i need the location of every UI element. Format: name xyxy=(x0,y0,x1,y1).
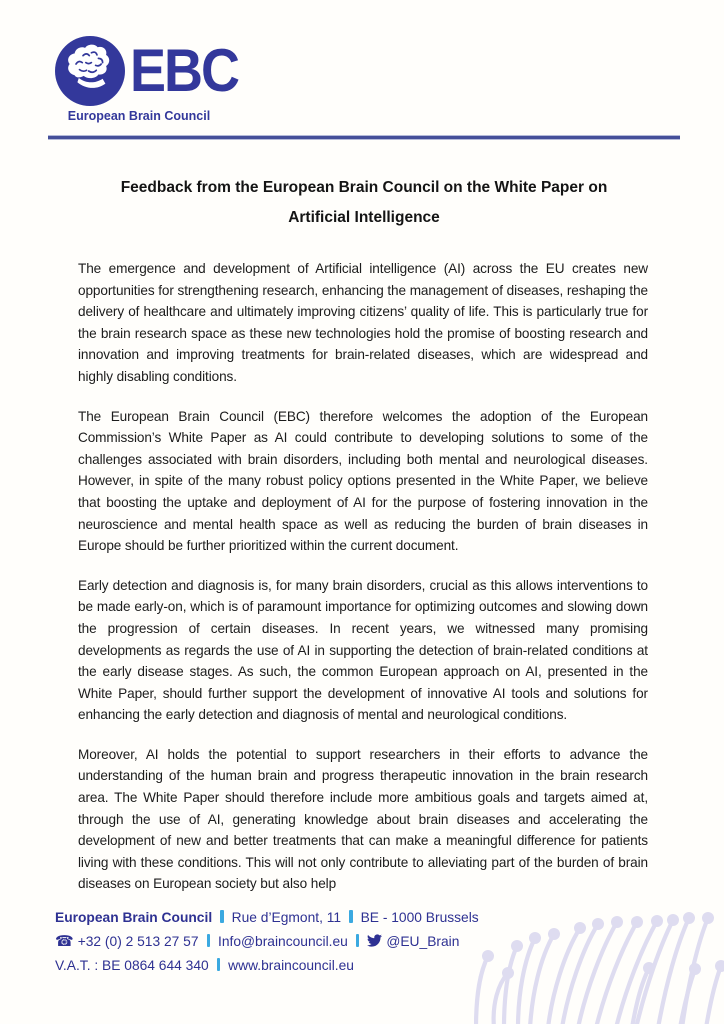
neuron-decoration-icon xyxy=(474,854,724,1024)
separator-bar xyxy=(207,934,211,947)
paragraph: Early detection and diagnosis is, for many brain disorders, crucial as this allows interventions to be made early-on, which is of paramount importance for optimizing outcomes and slowing down the progression of certain diseases. In recent years, we witnessed many promising developments as regards the use of AI in supporting the detection of brain-related conditions at the early disease stages. As such, the common European approach on AI, presented in the White Paper, should further support the development of innovative AI tools and solutions for enhancing the early detection and diagnosis of mental and neurological conditions. xyxy=(78,577,648,723)
footer-phone: +32 (0) 2 513 27 57 xyxy=(77,934,199,949)
phone-icon: ☎ xyxy=(55,933,74,950)
separator-bar xyxy=(220,910,224,923)
footer-city: BE - 1000 Brussels xyxy=(360,910,479,925)
header-divider xyxy=(48,136,680,139)
footer-street: Rue d’Egmont, 11 xyxy=(231,910,342,925)
page-title-line1: Feedback from the European Brain Council on the White Paper on xyxy=(120,179,608,196)
logo-org-name: European Brain Council xyxy=(67,109,211,123)
separator-bar xyxy=(217,958,221,971)
twitter-icon xyxy=(367,933,382,948)
document-footer xyxy=(55,906,479,978)
separator-bar xyxy=(356,934,360,947)
paragraph: The emergence and development of Artificial intelligence (AI) across the EU creates new opportunities for strengthening research, enhancing the management of diseases, reshaping the delivery of healthcare and ultimately improving citizens’ quality of life. This is particularly true for the brain research space as these new technologies hold the promise of boosting research and innovation and improving treatments for brain-related diseases, which are widespread and highly disabling conditions. xyxy=(78,261,648,384)
page-title xyxy=(48,173,680,233)
footer-twitter-handle: @EU_Brain xyxy=(386,934,460,949)
paragraph: The European Brain Council (EBC) therefore welcomes the adoption of the European Commission’s White Paper as AI could contribute to developing solutions to some of the challenges associated with brain disorders, including both mental and neurological diseases. However, in spite of the many robust policy options presented in the White Paper, we believe that boosting the uptake and deployment of AI for the purpose of fostering innovation in the neuroscience and mental health space as well as reducing the burden of brain diseases in Europe should be further prioritized within the current document. xyxy=(78,408,648,554)
footer-email: Info@braincouncil.eu xyxy=(218,934,348,949)
footer-org-name: European Brain Council xyxy=(55,910,213,925)
brain-logo-icon xyxy=(55,36,125,106)
paragraph: Moreover, AI holds the potential to support researchers in their efforts to advance the understanding of the human brain and progress therapeutic innovation in the brain research area. The White Paper should therefore include more ambitious goals and targets aimed at, through the use of AI, generating knowledge about brain diseases and accelerating the development of new and better treatments that can make a meaningful difference for patients living with these conditions. This will not only contribute to alleviating part of the burden of brain diseases on European society but also help xyxy=(78,746,648,892)
footer-line-vat xyxy=(55,954,479,978)
footer-line-address xyxy=(55,906,479,930)
footer-line-contact xyxy=(55,930,479,954)
footer-vat: V.A.T. : BE 0864 644 340 xyxy=(55,958,209,973)
header-logo xyxy=(55,36,239,123)
document-body xyxy=(78,258,648,913)
separator-bar xyxy=(349,910,353,923)
logo-acronym: EBC xyxy=(130,37,239,105)
footer-website: www.braincouncil.eu xyxy=(228,958,354,973)
page-title-line2: Artificial Intelligence xyxy=(288,209,440,226)
